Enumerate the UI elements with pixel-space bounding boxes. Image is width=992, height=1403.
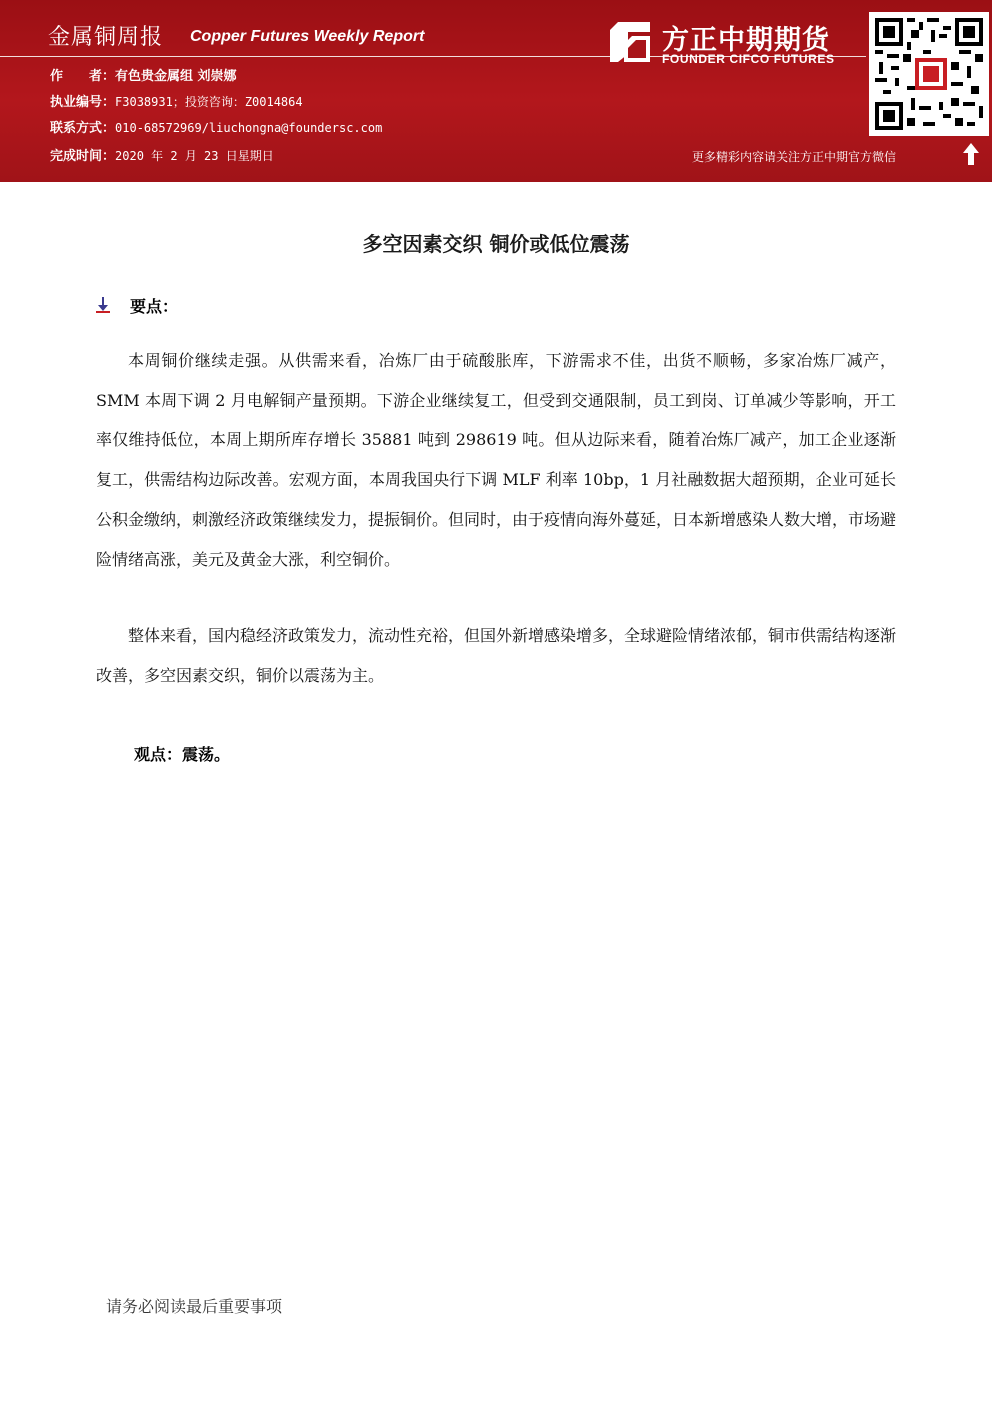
summary-paragraph-1: 本周铜价继续走强。从供需来看，冶炼厂由于硫酸胀库，下游需求不佳，出货不顺畅，多家冶炼厂减产，SMM 本周下调 2 月电解铜产量预期。下游企业继续复工，但受到交通限制，员工到岗、订单减少等影响，开工率仅维持低位，本周上期所库存增长 35881 吨到 298619 吨。但从边际来看，随着冶炼厂减产，加工企业逐渐复工，供需结构边际改善。宏观方面，本周我国央行下调 MLF 利率 10bp，1 月社融数据大超预期，企业可延长公积金缴纳，刺激经济政策继续发力，提振铜价。但同时，由于疫情向海外蔓延，日本新增感染人数大增，市场避险情绪高涨，美元及黄金大涨，利空铜价。 <box>96 351 897 569</box>
wechat-qr-code[interactable] <box>869 12 989 136</box>
disclaimer-note: 请务必阅读最后重要事项 <box>106 1297 283 1316</box>
qr-code-icon <box>875 18 983 130</box>
date-label: 完成时间： <box>50 149 116 164</box>
contact-value[interactable]: 010-68572969/liuchongna@foundersc.com <box>115 121 383 135</box>
date-line <box>50 145 274 164</box>
arrow-bullet-icon <box>96 297 110 313</box>
license-value: F3038931；投资咨询：Z0014864 <box>115 95 303 109</box>
wechat-follow-note: 更多精彩内容请关注方正中期官方微信 <box>692 150 897 164</box>
founder-logo-icon <box>608 20 652 64</box>
author-label: 作 者： <box>50 69 116 84</box>
date-value: 2020 年 2 月 23 日星期日 <box>115 149 274 163</box>
document-title: 多空因素交织 铜价或低位震荡 <box>362 232 630 256</box>
summary-paragraph-2: 整体来看，国内稳经济政策发力，流动性充裕，但国外新增感染增多，全球避险情绪浓郁，铜市供需结构逐渐改善，多空因素交织，铜价以震荡为主。 <box>96 626 897 685</box>
contact-line <box>50 117 382 136</box>
logo-name-cn: 方正中期期货 <box>662 25 830 56</box>
report-header <box>0 0 992 182</box>
report-title-cn: 金属铜周报 <box>48 25 164 50</box>
license-label: 执业编号： <box>50 95 116 110</box>
contact-label: 联系方式： <box>50 121 116 136</box>
report-title-en: Copper Futures Weekly Report <box>190 28 425 45</box>
author-line <box>50 65 237 84</box>
opinion-line: 观点：震荡。 <box>134 745 231 764</box>
up-arrow-icon[interactable] <box>962 142 980 166</box>
license-line <box>50 91 303 110</box>
key-points-heading: 要点： <box>130 297 179 316</box>
author-value: 有色贵金属组 刘崇娜 <box>115 69 237 84</box>
company-logo <box>608 18 868 68</box>
logo-name-en: FOUNDER CIFCO FUTURES <box>662 52 835 66</box>
